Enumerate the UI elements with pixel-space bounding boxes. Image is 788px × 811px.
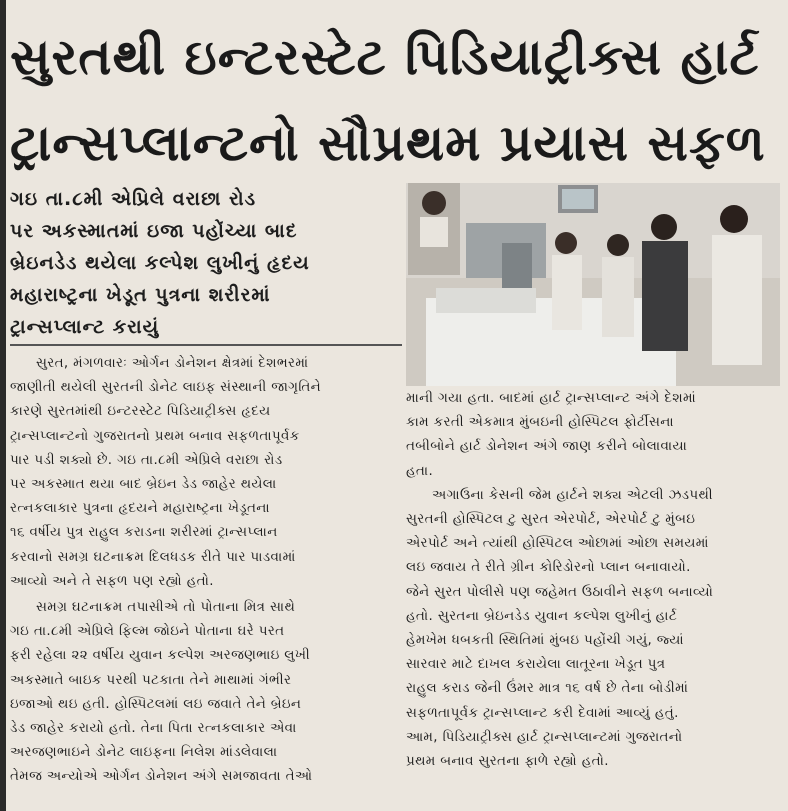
body-line: જાણીતી થયેલી સુરતની ડોનેટ લાઇફ સંસ્થાની જાગૃતિને xyxy=(10,380,322,396)
body-line: આવ્યો અને તે સફળ પણ રહ્યો હતો. xyxy=(10,573,214,589)
body-line: સારવાર માટે દાખલ કરાયેલા લાતૂરના ખેડૂત પુત્ર xyxy=(406,657,666,673)
subheadline-line-text: તા.૮મી એપ્રિલે વરાછા રોડ xyxy=(45,188,257,210)
subheadline-line: પર અકસ્માતમાં ઇજા પહોંચ્યા બાદ xyxy=(10,220,298,242)
body-line: ડેડ જાહેર કરાયો હતો. તેના પિતા રત્નકલાકાર એવા xyxy=(10,721,297,737)
body-line: જેને સુરત પોલીસે પણ જહેમત ઉઠાવીને સફળ બનાવ્યો xyxy=(406,584,714,600)
body-line: ફરી રહેલા ૨૨ વર્ષીય યુવાન કલ્પેશ અરજણભાઇ લુખી xyxy=(10,648,311,664)
body-line: ગઇ તા.૮મી એપ્રિલે ફિલ્મ જોઇને પોતાના ઘરે પરત xyxy=(10,624,285,640)
body-line: અરજણભાઇને ડોનેટ લાઇફના નિલેશ માંડલેવાલા xyxy=(10,745,278,761)
body-line: ઇજાઓ થઇ હતી. હોસ્પિટલમાં લઇ જવાતે તેને બ્રેઇન xyxy=(10,696,302,712)
body-line: રત્નકલાકાર પુત્રના હૃદયને મહારાષ્ટ્રના ખેડૂતના xyxy=(10,501,270,517)
hospital-room-photo xyxy=(406,183,780,386)
body-line: સુરત, મંગળવારઃ ઓર્ગન ડોનેશન ક્ષેત્રમાં દેશભરમાં xyxy=(36,356,309,371)
body-line: ટ્રાન્સપ્લાન્ટનો ગુજરાતનો પ્રથમ બનાવ સફળતાપૂર્વક xyxy=(10,428,300,444)
body-line: ૧૬ વર્ષીય પુત્ર રાહુલ કરાડના શરીરમાં ટ્રાન્સપ્લાન xyxy=(10,525,278,541)
body-line: રાહુલ કરાડ જેની ઉંમર માત્ર ૧૬ વર્ષ છે તેના બોડીમાં xyxy=(406,681,689,697)
news-photo xyxy=(406,183,780,386)
divider xyxy=(10,344,402,346)
body-line: પર અકસ્માત થયા બાદ બ્રેઇન ડેડ જાહેર થયેલા xyxy=(10,477,277,493)
headline xyxy=(10,14,780,186)
body-line: અકસ્માતે બાઇક પરથી પટકાતા તેને માથામાં ગંભીર xyxy=(10,672,292,688)
body-line: હેમખેમ ધબકતી સ્થિતિમાં મુંબઇ પહોંચી ગયું, જ્યાં xyxy=(406,633,684,649)
body-line: અગાઉના કેસની જેમ હાર્ટને શક્ય એટલી ઝડપથી xyxy=(432,487,714,503)
body-line: તેમજ અન્યોએ ઓર્ગન ડોનેશન અંગે સમજાવતા તેઓ xyxy=(10,769,313,785)
body-line: હતો. સુરતના બ્રેઇનડેડ યુવાન કલ્પેશ લુખીનું હાર્ટ xyxy=(406,608,678,624)
body-line: તબીબોને હાર્ટ ડોનેશન અંગે જાણ કરીને બોલાવાયા xyxy=(406,439,688,455)
article-body-left xyxy=(10,352,402,790)
body-line: સમગ્ર ઘટનાક્રમ તપાસીએ તો પોતાના મિત્ર સાથે xyxy=(36,600,296,616)
subheadline-line: મહારાષ્ટ્રના ખેડૂત પુત્રના શરીરમાં xyxy=(10,284,271,306)
body-line: પ્રથમ બનાવ સુરતના ફાળે રહ્યો હતો. xyxy=(406,754,609,770)
body-line: લઇ જવાય તે રીતે ગ્રીન કોરિડોરનો પ્લાન બનાવાયો. xyxy=(406,560,691,576)
headline-line-1: સુરતથી ઇન્ટરસ્ટેટ પિડિયાટ્રીક્સ હાર્ટ xyxy=(10,28,760,86)
article-body-right xyxy=(406,387,780,774)
body-line: હતા. xyxy=(406,463,434,479)
subheadline-line: ટ્રાન્સપ્લાન્ટ કરાયું xyxy=(10,316,160,338)
body-line: પાર પડી શક્યો છે. ગઇ તા.૮મી એપ્રિલે વરાછા રોડ xyxy=(10,452,283,468)
body-line: માની ગયા હતા. બાદમાં હાર્ટ ટ્રાન્સપ્લાન્ટ અંગે દેશમાં xyxy=(406,391,697,406)
body-line: આમ, પિડિયાટ્રીક્સ હાર્ટ ટ્રાન્સપ્લાન્ટમાં ગુજરાતનો xyxy=(406,729,683,745)
body-line: કારણે સુરતમાંથી ઇન્ટરસ્ટેટ પિડિયાટ્રીક્સ હૃદય xyxy=(10,404,271,420)
body-line: સફળતાપૂર્વક ટ્રાન્સપ્લાન્ટ કરી દેવામાં આવ્યું હતું. xyxy=(406,705,679,721)
body-line: સુરતની હોસ્પિટલ ટુ સુરત એરપોર્ટ, એરપોર્ટ ટુ મુંબઇ xyxy=(406,512,696,528)
subheadline-line: બ્રેઇનડેડ થયેલા કલ્પેશ લુખીનું હૃદય xyxy=(10,252,310,274)
subheadline-kicker: ગઇ xyxy=(10,188,39,210)
body-line: કરવાનો સમગ્ર ઘટનાક્રમ દિલધડક રીતે પાર પાડવામાં xyxy=(10,549,296,565)
body-line: એરપોર્ટ અને ત્યાંથી હોસ્પિટલ ઓછામાં ઓછા સમયમાં xyxy=(406,536,709,552)
body-line: કામ કરતી એકમાત્ર મુંબઇની હોસ્પિટલ ફોર્ટીસના xyxy=(406,415,674,431)
subheadline xyxy=(10,183,400,343)
subheadline-line xyxy=(10,183,400,215)
headline-line-2: ટ્રાન્સપ્લાન્ટનો સૌપ્રથમ પ્રયાસ સફળ xyxy=(10,114,766,172)
